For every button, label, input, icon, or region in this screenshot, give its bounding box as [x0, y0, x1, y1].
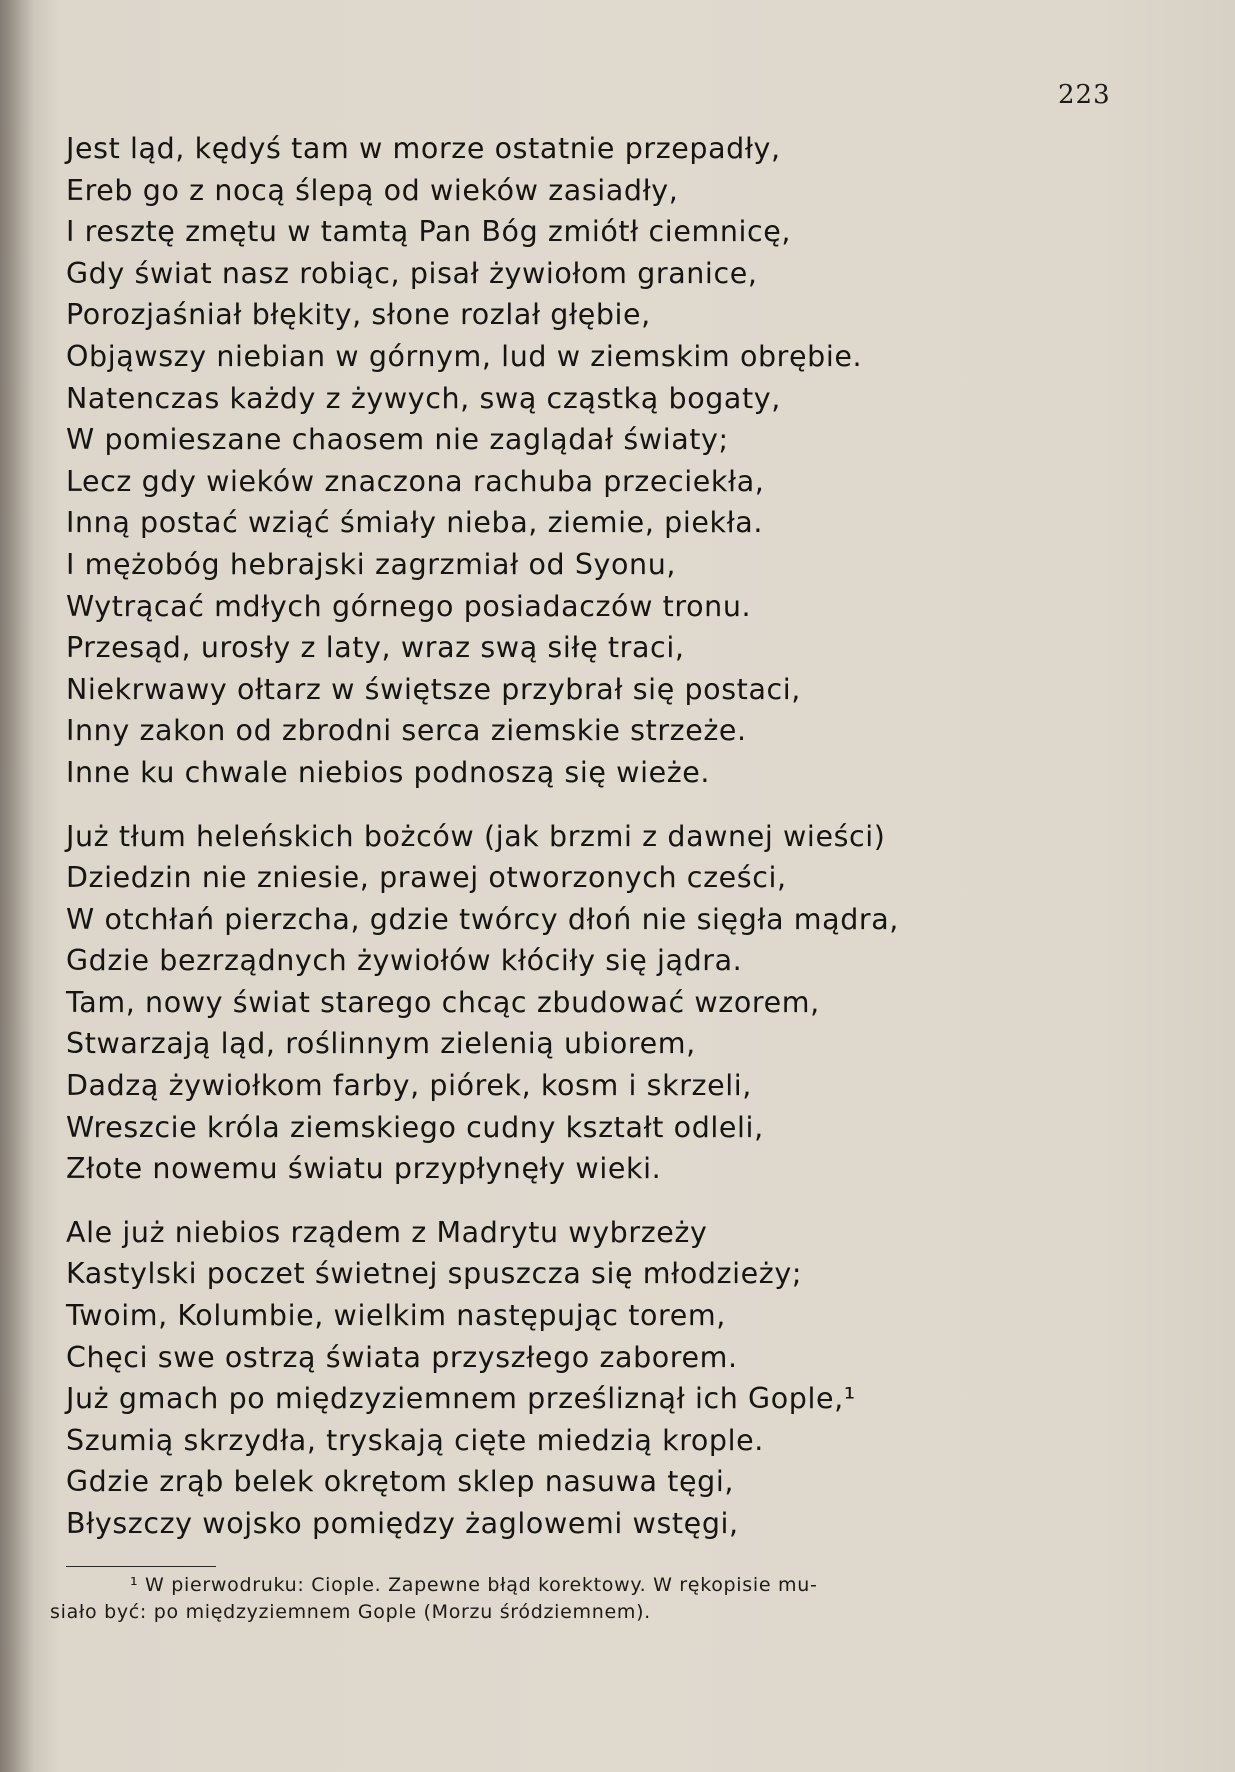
verse-line: Dziedzin nie zniesie, prawej otworzonych cześci,	[66, 861, 787, 895]
verse-line: Już tłum heleńskich bożców (jak brzmi z dawnej wieści)	[66, 819, 886, 853]
page-gutter-shadow	[0, 0, 34, 1772]
verse-line: W pomieszane chaosem nie zaglądał światy;	[66, 423, 729, 457]
verse-line: Dadzą żywiołkom farby, piórek, kosm i skrzeli,	[66, 1069, 752, 1103]
stanza-1	[66, 128, 1146, 794]
verse-line: Złote nowemu światu przypłynęły wieki.	[66, 1152, 662, 1186]
verse-line: Gdy świat nasz robiąc, pisał żywiołom granice,	[66, 256, 758, 290]
verse-line: Niekrwawy ołtarz w świętsze przybrał się postaci,	[66, 672, 801, 706]
verse-line: Twoim, Kolumbie, wielkim następując torem,	[66, 1299, 726, 1333]
verse-line: Ereb go z nocą ślepą od wieków zasiadły,	[66, 173, 679, 207]
stanza-2	[66, 816, 1146, 1190]
verse-line: Tam, nowy świat starego chcąc zbudować wzorem,	[66, 985, 820, 1019]
verse-line: Porozjaśniał błękity, słone rozlał głębie,	[66, 298, 651, 332]
footnote-divider	[66, 1566, 216, 1567]
verse-line: W otchłań pierzcha, gdzie twórcy dłoń nie sięgła mądra,	[66, 902, 899, 936]
verse-line: Przesąd, urosły z laty, wraz swą siłę traci,	[66, 631, 685, 665]
verse-line: Gdzie bezrządnych żywiołów kłóciły się jądra.	[66, 944, 743, 978]
verse-line: Objąwszy niebian w górnym, lud w ziemskim obrębie.	[66, 339, 863, 373]
verse-line: I mężobóg hebrajski zagrzmiał od Syonu,	[66, 547, 677, 581]
verse-line: Stwarzają ląd, roślinnym zielenią ubiorem,	[66, 1027, 696, 1061]
footnote	[50, 1572, 1130, 1626]
verse-line: Szumią skrzydła, tryskają cięte miedzią krople.	[66, 1423, 764, 1457]
verse-line: Inny zakon od zbrodni serca ziemskie strzeże.	[66, 714, 747, 748]
verse-line: Gdzie zrąb belek okrętom sklep nasuwa tęgi,	[66, 1465, 735, 1499]
verse-line: Błyszczy wojsko pomiędzy żaglowemi wstęgi,	[66, 1507, 739, 1540]
page-number: 223	[1058, 80, 1111, 110]
verse-line: Ale już niebios rządem z Madrytu wybrzeży	[66, 1215, 708, 1249]
verse-line: Lecz gdy wieków znaczona rachuba przeciekła,	[66, 464, 765, 498]
footnote-line-1: ¹ W pierwodruku: Ciople. Zapewne błąd korektowy. W rękopisie mu-	[130, 1574, 818, 1596]
verse-line: Inne ku chwale niebios podnoszą się wieże.	[66, 755, 711, 789]
verse-line: Natenczas każdy z żywych, swą cząstką bogaty,	[66, 381, 781, 415]
verse-line: I resztę zmętu w tamtą Pan Bóg zmiótł ciemnicę,	[66, 215, 792, 249]
verse-line: Już gmach po międzyziemnem prześliznął ich Gople,¹	[66, 1382, 856, 1416]
verse-line: Jest ląd, kędyś tam w morze ostatnie przepadły,	[66, 132, 781, 165]
verse-line: Chęci swe ostrzą świata przyszłego zaborem.	[66, 1340, 738, 1374]
verse-line: Inną postać wziąć śmiały nieba, ziemie, piekła.	[66, 506, 764, 540]
stanza-3	[66, 1212, 1146, 1545]
footnote-line-2: siało być: po międzyziemnem Gople (Morzu śródziemnem).	[50, 1601, 651, 1623]
verse-line: Wytrącać mdłych górnego posiadaczów tronu.	[66, 589, 752, 623]
verse-line: Kastylski poczet świetnej spuszcza się młodzieży;	[66, 1257, 803, 1291]
poem-text	[66, 128, 1146, 1545]
verse-line: Wreszcie króla ziemskiego cudny kształt odleli,	[66, 1110, 764, 1144]
